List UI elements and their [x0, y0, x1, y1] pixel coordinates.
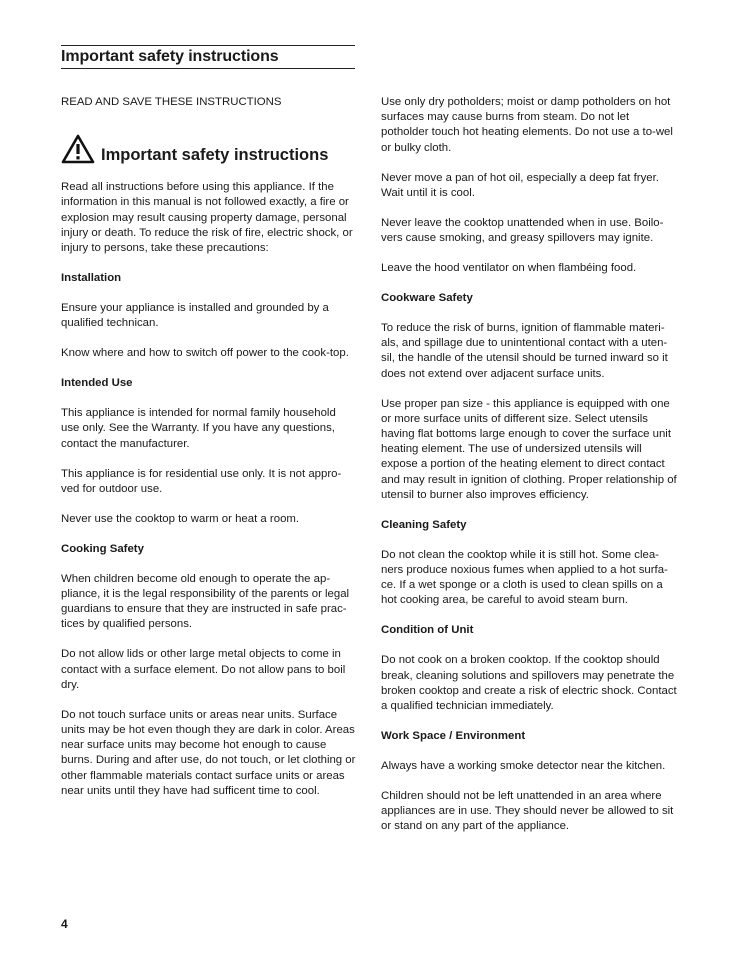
- page-title: Important safety instructions: [61, 48, 279, 65]
- read-and-save-line: READ AND SAVE THESE INSTRUCTIONS: [61, 96, 282, 108]
- potholder-paragraph: Use only dry potholders; moist or damp potholders on hot surfaces may cause burns from steam. Do not let potholder touch hot heating elements. Do not use a to-wel or bulky cloth.: [381, 96, 673, 154]
- condition-of-unit-heading: Condition of Unit: [381, 624, 474, 637]
- installation-paragraph-2: Know where and how to switch off power to the cook-top.: [61, 347, 349, 360]
- cleaning-safety-paragraph: Do not clean the cooktop while it is still hot. Some clea-ners produce noxious fumes when applied to a hot surfa-ce. If a wet sponge or a cloth is used to clean spills on a hot cooking area, be careful to avoid steam burn.: [381, 548, 668, 607]
- installation-heading: Installation: [61, 272, 122, 285]
- cooking-safety-paragraph-1: When children become old enough to operate the ap-pliance, it is the legal responsibility of the parents or legal guardians to ensure that they are instructed in safe prac-tices by qualified persons.: [61, 572, 350, 631]
- intended-use-paragraph-2: This appliance is for residential use only. It is not appro-ved for outdoor use.: [61, 467, 342, 495]
- page-header: [61, 45, 355, 69]
- right-column: [381, 95, 677, 849]
- hood-ventilator-paragraph: Leave the hood ventilator on when flambéing food.: [381, 262, 637, 275]
- cooking-safety-paragraph-3: Do not touch surface units or areas near units. Surface units may be hot even though they are dark in color. Areas near surface units may become hot enough to cause burns. During and after use, do not touch, or let clothing or other flammable materials contact surface units or areas near units until they have had sufficent time to cool.: [61, 708, 356, 797]
- work-space-paragraph-2: Children should not be left unattended in an area where appliances are in use. They should never be allowed to sit or stand on any part of the appliance.: [381, 790, 674, 833]
- work-space-paragraph-1: Always have a working smoke detector near the kitchen.: [381, 760, 666, 773]
- intro-paragraph: Read all instructions before using this appliance. If the information in this manual is not followed exactly, a fire or explosion may result causing property damage, personal injury or death. To reduce the risk of fire, electric shock, or injury to persons, take these precautions:: [61, 181, 353, 255]
- page-number: 4: [61, 917, 68, 931]
- condition-of-unit-paragraph: Do not cook on a broken cooktop. If the cooktop should break, cleaning solutions and spillovers may penetrate the broken cooktop and create a risk of electric shock. Contact a qualified technician immediately.: [381, 654, 677, 713]
- unattended-paragraph: Never leave the cooktop unattended when in use. Boilo-vers cause smoking, and greasy spillovers may ignite.: [381, 216, 664, 245]
- cookware-safety-paragraph-1: To reduce the risk of burns, ignition of flammable materi-als, and spillage due to unintentional contact with a uten-sil, the handle of the utensil should be turned inward so it does not extend over adjacent surface units.: [381, 322, 668, 380]
- section-heading: [61, 126, 357, 164]
- hot-oil-paragraph: Never move a pan of hot oil, especially a deep fat fryer. Wait until it is cool.: [381, 171, 659, 199]
- work-space-heading: Work Space / Environment: [381, 730, 526, 743]
- intended-use-heading: Intended Use: [61, 377, 133, 390]
- installation-paragraph-1: Ensure your appliance is installed and grounded by a qualified technican.: [61, 302, 329, 330]
- warning-triangle-icon: [61, 134, 95, 164]
- intended-use-paragraph-3: Never use the cooktop to warm or heat a room.: [61, 512, 300, 525]
- cleaning-safety-heading: Cleaning Safety: [381, 518, 467, 531]
- section-heading-text: Important safety instructions: [101, 146, 329, 164]
- intended-use-paragraph-1: This appliance is intended for normal family household use only. See the Warranty. If you have any questions, contact the manufacturer.: [61, 407, 336, 450]
- left-column: [61, 95, 357, 814]
- cooking-safety-heading: Cooking Safety: [61, 542, 144, 555]
- cookware-safety-heading: Cookware Safety: [381, 292, 473, 305]
- cookware-safety-paragraph-2: Use proper pan size - this appliance is equipped with one or more surface units of different size. Select utensils having flat bottoms large enough to cover the surface unit heating element. The use of undersized utensils will expose a portion of the heating element to direct contact and may result in ignition of clothing. Proper relationship of utensil to burner also improves efficiency.: [381, 397, 677, 501]
- cooking-safety-paragraph-2: Do not allow lids or other large metal objects to come in contact with a surface element. Do not allow pans to boil dry.: [61, 648, 346, 691]
